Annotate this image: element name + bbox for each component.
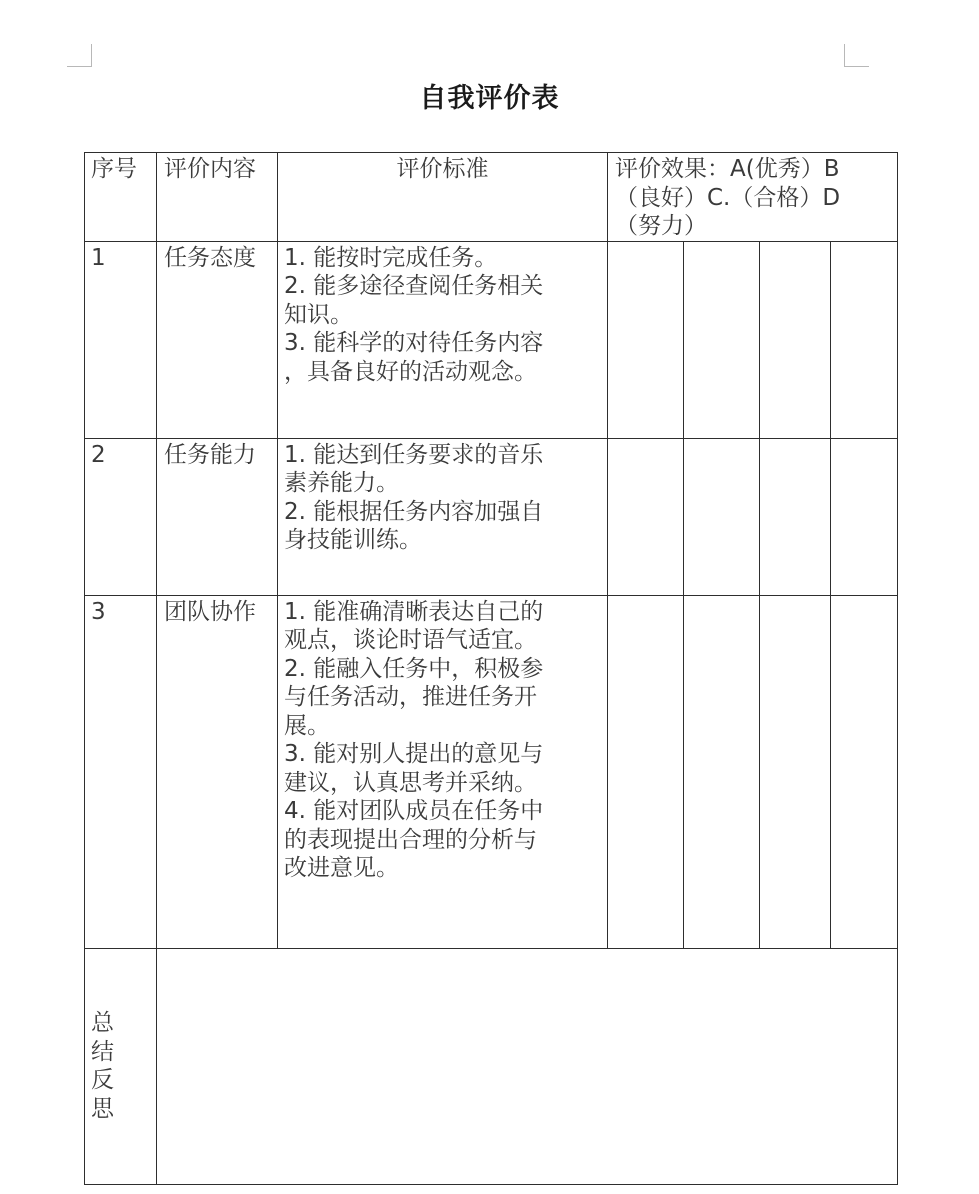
criteria-line: 的表现提出合理的分析与 xyxy=(284,826,537,853)
rating-cell-d[interactable] xyxy=(831,595,898,948)
summary-label-char: 结 xyxy=(91,1038,114,1065)
row-number: 3 xyxy=(85,595,157,948)
criteria-line: 素养能力。 xyxy=(284,470,399,496)
row-number: 1 xyxy=(85,241,157,438)
criteria-line: 知识。 xyxy=(284,301,353,328)
criteria-line: 3. 能对别人提出的意见与 xyxy=(284,741,544,767)
header-effect-line: 评价效果：A(优秀）B xyxy=(615,156,840,182)
table-row xyxy=(85,595,898,948)
row-criteria xyxy=(278,595,608,948)
rating-cell-a[interactable] xyxy=(608,241,684,438)
row-aspect: 任务能力 xyxy=(157,438,278,595)
header-effect-line: （努力） xyxy=(615,213,707,239)
criteria-line: 观点，谈论时语气适宜。 xyxy=(284,627,537,653)
table-row xyxy=(85,438,898,595)
rating-cell-b[interactable] xyxy=(684,438,760,595)
criteria-line: 改进意见。 xyxy=(284,855,399,881)
criteria-line: 身技能训练。 xyxy=(284,527,422,553)
page-title: 自我评价表 xyxy=(419,83,560,114)
rating-cell-d[interactable] xyxy=(831,241,898,438)
header-effect xyxy=(608,153,898,242)
table-row xyxy=(85,241,898,438)
rating-cell-c[interactable] xyxy=(760,241,831,438)
page-corner-mark-top-left xyxy=(67,44,92,67)
criteria-line: 2. 能融入任务中，积极参 xyxy=(284,655,544,682)
criteria-line: 2. 能多途径查阅任务相关 xyxy=(284,273,544,299)
row-number: 2 xyxy=(85,438,157,595)
criteria-line: ，具备良好的活动观念。 xyxy=(284,358,537,385)
header-effect-line: （良好）C.（合格）D xyxy=(615,184,841,211)
rating-cell-a[interactable] xyxy=(608,438,684,595)
header-criteria: 评价标准 xyxy=(278,153,608,242)
header-row xyxy=(85,153,898,242)
summary-label-char: 反 xyxy=(91,1067,114,1093)
rating-cell-b[interactable] xyxy=(684,241,760,438)
row-criteria xyxy=(278,241,608,438)
criteria-line: 2. 能根据任务内容加强自 xyxy=(284,498,544,525)
summary-label xyxy=(85,948,157,1184)
row-criteria xyxy=(278,438,608,595)
row-aspect: 任务态度 xyxy=(157,241,278,438)
criteria-line: 1. 能准确清晰表达自己的 xyxy=(284,598,544,625)
page-corner-mark-top-right xyxy=(844,44,869,67)
rating-cell-b[interactable] xyxy=(684,595,760,948)
criteria-line: 1. 能达到任务要求的音乐 xyxy=(284,441,544,468)
rating-cell-d[interactable] xyxy=(831,438,898,595)
summary-label-char: 总 xyxy=(91,1010,114,1036)
criteria-line: 展。 xyxy=(284,712,330,739)
rating-cell-a[interactable] xyxy=(608,595,684,948)
criteria-line: 3. 能科学的对待任务内容 xyxy=(284,330,544,356)
criteria-line: 建议，认真思考并采纳。 xyxy=(284,769,537,796)
header-number: 序号 xyxy=(85,153,157,242)
rating-cell-c[interactable] xyxy=(760,595,831,948)
rating-cell-c[interactable] xyxy=(760,438,831,595)
criteria-line: 与任务活动，推进任务开 xyxy=(284,684,537,710)
summary-reflection-area[interactable] xyxy=(157,948,898,1184)
row-aspect: 团队协作 xyxy=(157,595,278,948)
header-aspect: 评价内容 xyxy=(157,153,278,242)
evaluation-table xyxy=(84,152,898,1185)
criteria-line: 1. 能按时完成任务。 xyxy=(284,244,498,271)
summary-label-char: 思 xyxy=(91,1095,114,1122)
summary-row xyxy=(85,948,898,1184)
criteria-line: 4. 能对团队成员在任务中 xyxy=(284,798,544,824)
